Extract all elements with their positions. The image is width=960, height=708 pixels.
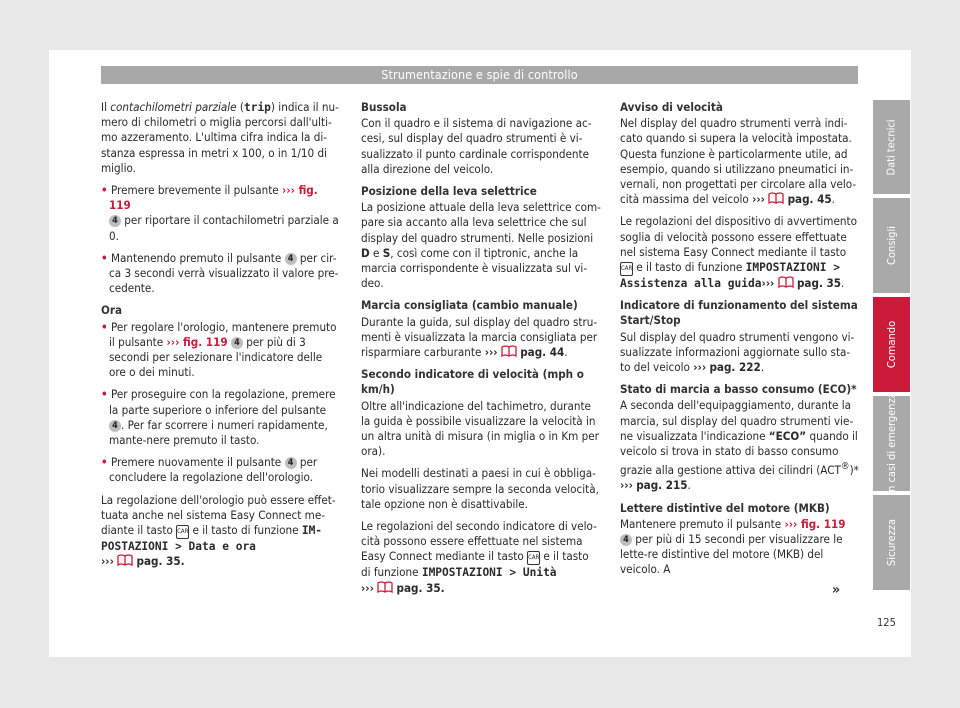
page-link[interactable]: ››› — [752, 192, 765, 207]
tab-comando[interactable]: Comando — [873, 297, 910, 392]
tab-sicurezza[interactable]: Sicurezza — [873, 495, 910, 590]
page-link[interactable]: ››› — [361, 580, 374, 595]
bullet-item: • Per regolare l'orologio, mantenere premuto il pulsante ››› fig. 119 4 per più di 3 secondi per selezionare l'indicatore delle ore o dei minuti. — [101, 319, 337, 380]
paragraph: Con il quadro e il sistema di navigazione ac-cesi, sul display del quadro strumenti è vi-sualizzato il punto cardinale corrispondente alla direzione del veicolo. — [361, 116, 592, 176]
tab-casi-emergenza[interactable]: In casi di emergenza — [873, 396, 910, 491]
heading-eco: Stato di marcia a basso consumo (ECO)* — [620, 382, 857, 397]
bullet-item: • Premere brevemente il pulsante ››› fig. 119 4 per riportare il contachilometri parziale a 0. — [101, 183, 339, 243]
paragraph-trip: Il contachilometri parziale (trip) indica il nu-mero di chilometri o miglia percorsi dall'ulti-mo azzeramento. L'ultima cifra indica la di-stanza espressa in metri x 100, o in 1/10 di miglio. — [101, 100, 339, 175]
paragraph: Nei modelli destinati a paesi in cui è obbliga-torio visualizzare sempre la seconda velocità, tale opzione non è disattivabile. — [361, 466, 599, 511]
page-link[interactable]: ››› — [761, 276, 775, 291]
book-icon — [117, 554, 133, 566]
heading-speed-warning: Avviso di velocità — [620, 100, 723, 114]
continue-arrow: » — [832, 582, 841, 598]
heading-bussola: Bussola — [361, 100, 407, 114]
column-3 — [620, 100, 860, 585]
paragraph-clock-easy-connect: La regolazione dell'orologio può essere effet-tuata anche nel sistema Easy Connect me-diante il tasto CAR e il tasto di funzione IM-POSTAZIONI > Data e ora ››› pag. 35. — [101, 492, 336, 569]
book-icon — [501, 345, 517, 357]
button-4-marker: 4 — [109, 420, 121, 432]
heading-mkb: Lettere distintive del motore (MKB) — [620, 500, 830, 515]
bullet-item: • Mantenendo premuto il pulsante 4 per cir-ca 3 secondi verrà visualizzato il valore pre-cedente. — [101, 250, 339, 296]
paragraph: La posizione attuale della leva selettrice com-pare sia accanto alla leva selettrice che sul display del quadro strumenti. Nelle posizioni D e S, così come con il tiptronic, anche la marcia corrispondente è visualizzata sul vi-deo. — [361, 200, 601, 291]
page-link[interactable]: ››› — [693, 360, 707, 375]
heading-recommended-gear: Marcia consigliata (cambio manuale) — [361, 298, 578, 313]
heading-second-speed: Secondo indicatore di velocità (mph o km/h) — [361, 367, 584, 397]
paragraph: Mantenere premuto il pulsante ››› fig. 119 4 per più di 15 secondi per visualizzare le lette-re distintive del motore (MKB) del veicolo. A — [620, 516, 846, 577]
button-4-marker: 4 — [285, 457, 297, 469]
car-button-icon: CAR — [620, 262, 633, 276]
heading-ora: Ora — [101, 303, 123, 318]
car-button-icon: CAR — [176, 525, 189, 539]
paragraph: Durante la guida, sul display del quadro stru-menti è visualizzata la marcia consigliata per risparmiare carburante ››› pag. 44. — [361, 314, 598, 360]
button-4-marker: 4 — [285, 253, 297, 265]
book-icon — [778, 276, 794, 288]
book-icon — [768, 192, 784, 204]
button-4-marker: 4 — [231, 337, 243, 349]
paragraph: Le regolazioni del secondo indicatore di velo-cità possono essere effettuate nel sistema Easy Connect mediante il tasto CAR e il tasto di funzione IMPOSTAZIONI > Unità ››› pag. 35. — [361, 519, 597, 595]
paragraph: Le regolazioni del dispositivo di avvertimento soglia di velocità possono essere effettuate nel sistema Easy Connect mediante il tasto CAR e il tasto di funzione IMPOSTAZIONI > Assistenza alla guida››› pag. 35. — [620, 214, 857, 291]
paragraph: A seconda dell'equipaggiamento, durante la marcia, sul display del quadro strumenti vie-ne visualizzata l'indicazione “ECO” quando il veicolo si trova in stato di basso consumo grazie alla gestione attiva dei cilindri (ACT®)* ››› pag. 215. — [620, 398, 859, 493]
page-number: 125 — [877, 616, 896, 629]
book-icon — [377, 581, 393, 593]
page-link[interactable]: ››› — [620, 478, 633, 493]
heading-start-stop: Indicatore di funzionamento del sistema Start/Stop — [620, 298, 858, 328]
tab-dati-tecnici[interactable]: Dati tecnici — [873, 100, 910, 194]
column-1 — [101, 100, 341, 576]
button-4-marker: 4 — [620, 534, 632, 546]
bullet-item: • Premere nuovamente il pulsante 4 per concludere la regolazione dell'orologio. — [101, 455, 318, 485]
section-header: Strumentazione e spie di controllo — [101, 66, 858, 84]
paragraph: Sul display del quadro strumenti vengono vi-sualizzate informazioni aggiornate sullo sta-to del veicolo ››› pag. 222. — [620, 329, 855, 375]
tab-consigli[interactable]: Consigli — [873, 198, 910, 293]
button-4-marker: 4 — [109, 215, 121, 227]
figure-link[interactable]: ››› fig. 119 — [109, 183, 318, 213]
column-2 — [361, 100, 601, 603]
bullet-item: • Per proseguire con la regolazione, premere la parte superiore o inferiore del pulsante 4 . Per far scorrere i numeri rapidamente, mante-nere premuto il tasto. — [101, 387, 336, 448]
heading-gear-lever: Posizione della leva selettrice — [361, 184, 537, 199]
car-button-icon: CAR — [527, 551, 540, 565]
page-link[interactable]: ››› — [101, 554, 114, 569]
figure-link[interactable]: ››› fig. 119 — [784, 516, 846, 531]
paragraph: Nel display del quadro strumenti verrà indi-cato quando si supera la velocità impostata. Questa funzione è particolarmente utile, ad esempio, quando si utilizzano pneumatici in-vernali, non progettati per circolare alla velo-cità massima del veicolo ››› pag. 45. — [620, 116, 857, 207]
figure-link[interactable]: ››› fig. 119 — [166, 334, 228, 349]
page-link[interactable]: ››› — [484, 345, 498, 360]
paragraph: Oltre all'indicazione del tachimetro, durante la guida è possibile visualizzare la velocità in un altra unità di misura (in miglia o in Km per ora). — [361, 398, 599, 459]
